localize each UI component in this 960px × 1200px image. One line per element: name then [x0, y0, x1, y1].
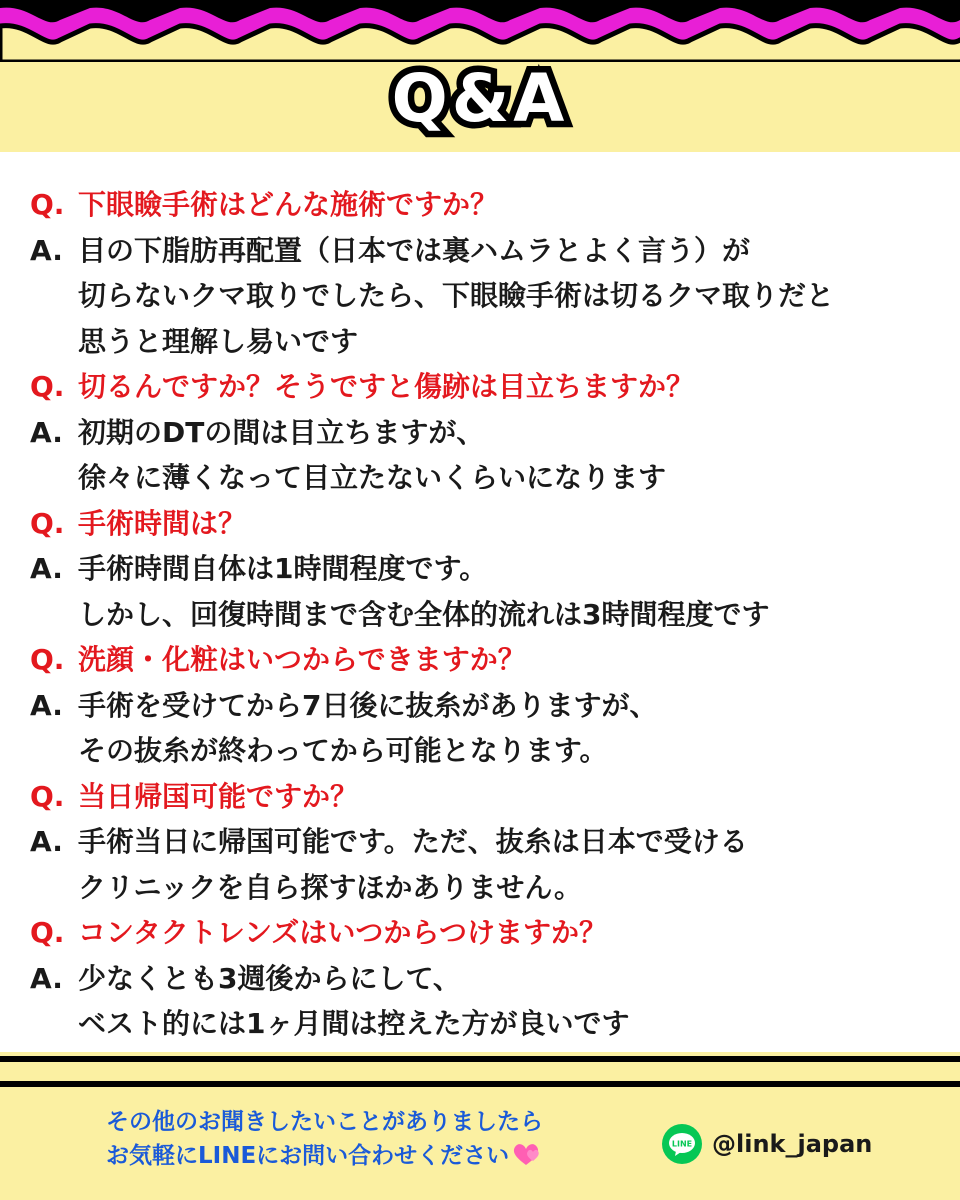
- answer: [0, 819, 960, 865]
- answer-continuation-text: 徐々に薄くなって目立たないくらいになります: [78, 461, 667, 494]
- answer: [0, 683, 960, 729]
- question-marker: Q.: [30, 916, 65, 949]
- answer: [0, 956, 960, 1002]
- answer-continuation: [0, 865, 960, 911]
- answer-continuation-text: しかし、回復時間まで含む全体的流れは3時間程度です: [78, 597, 770, 631]
- footer-note-line-2: [106, 1139, 646, 1173]
- question-marker: Q.: [30, 188, 65, 221]
- answer-marker: A.: [30, 961, 63, 995]
- footer-note-line-2-text: お気軽にLINEにお問い合わせください: [106, 1143, 510, 1169]
- question: [0, 637, 960, 683]
- answer: [0, 546, 960, 592]
- qa-panel: [0, 152, 960, 1052]
- page-title: Q&A: [391, 60, 569, 137]
- answer-marker: A.: [30, 825, 63, 858]
- answer-continuation: [0, 319, 960, 365]
- answer-continuation: [0, 728, 960, 774]
- question-marker: Q.: [30, 370, 65, 403]
- pink-heart-icon: [511, 1141, 541, 1167]
- answer: [0, 228, 960, 274]
- line-handle[interactable]: @link_japan: [712, 1130, 873, 1158]
- answer-continuation-text: その抜糸が終わってから可能となります。: [78, 734, 608, 767]
- question-text: 下眼瞼手術はどんな施術ですか？: [78, 188, 499, 221]
- question-text: 手術時間は？: [78, 506, 247, 540]
- answer-continuation: [0, 273, 960, 319]
- answer-continuation-text: 思うと理解し易いです: [78, 324, 359, 358]
- question-marker: Q.: [30, 506, 65, 540]
- question-marker: Q.: [30, 643, 65, 676]
- question-marker: Q.: [30, 779, 65, 813]
- question-text: コンタクトレンズはいつからつけますか？: [78, 916, 608, 949]
- answer-text: 手術を受けてから7日後に抜糸がありますが、: [78, 688, 658, 722]
- answer-continuation: [0, 592, 960, 638]
- question: [0, 774, 960, 820]
- divider-lower: [0, 1081, 960, 1087]
- answer-continuation-text: ベスト的には1ヶ月間は控えた方が良いです: [78, 1007, 630, 1040]
- footer-note: [106, 1105, 646, 1173]
- question-text: 当日帰国可能ですか？: [78, 779, 359, 813]
- answer-continuation-text: 切らないクマ取りでしたら、下眼瞼手術は切るクマ取りだと: [78, 279, 835, 312]
- question: [0, 364, 960, 410]
- question-text: 切るんですか？そうですと傷跡は目立ちますか？: [78, 370, 695, 403]
- answer-text: 初期のDTの間は目立ちますが、: [78, 415, 485, 449]
- answer-marker: A.: [30, 415, 63, 449]
- answer-text: 手術時間自体は1時間程度です。: [78, 552, 488, 585]
- answer: [0, 410, 960, 456]
- answer-continuation-text: クリニックを自ら探すほかありません。: [78, 870, 583, 904]
- question: [0, 910, 960, 956]
- top-zigzag-border: [0, 0, 960, 62]
- question: [0, 501, 960, 547]
- answer-text: 手術当日に帰国可能です。ただ、抜糸は日本で受ける: [78, 825, 748, 858]
- answer-continuation: [0, 455, 960, 501]
- answer-text: 目の下脂肪再配置（日本では裏ハムラとよく言う）が: [78, 233, 751, 267]
- answer-marker: A.: [30, 552, 63, 585]
- answer-marker: A.: [30, 688, 63, 722]
- answer-continuation: [0, 1001, 960, 1047]
- line-logo-icon[interactable]: [662, 1124, 702, 1164]
- footer-note-line-1: その他のお聞きしたいことがありましたら: [106, 1109, 543, 1135]
- answer-text: 少なくとも3週後からにして、: [78, 961, 461, 995]
- line-logo-text: LINE: [671, 1139, 693, 1149]
- answer-marker: A.: [30, 233, 63, 267]
- question-text: 洗顔・化粧はいつからできますか？: [78, 643, 526, 676]
- question: [0, 182, 960, 228]
- divider-upper: [0, 1056, 960, 1062]
